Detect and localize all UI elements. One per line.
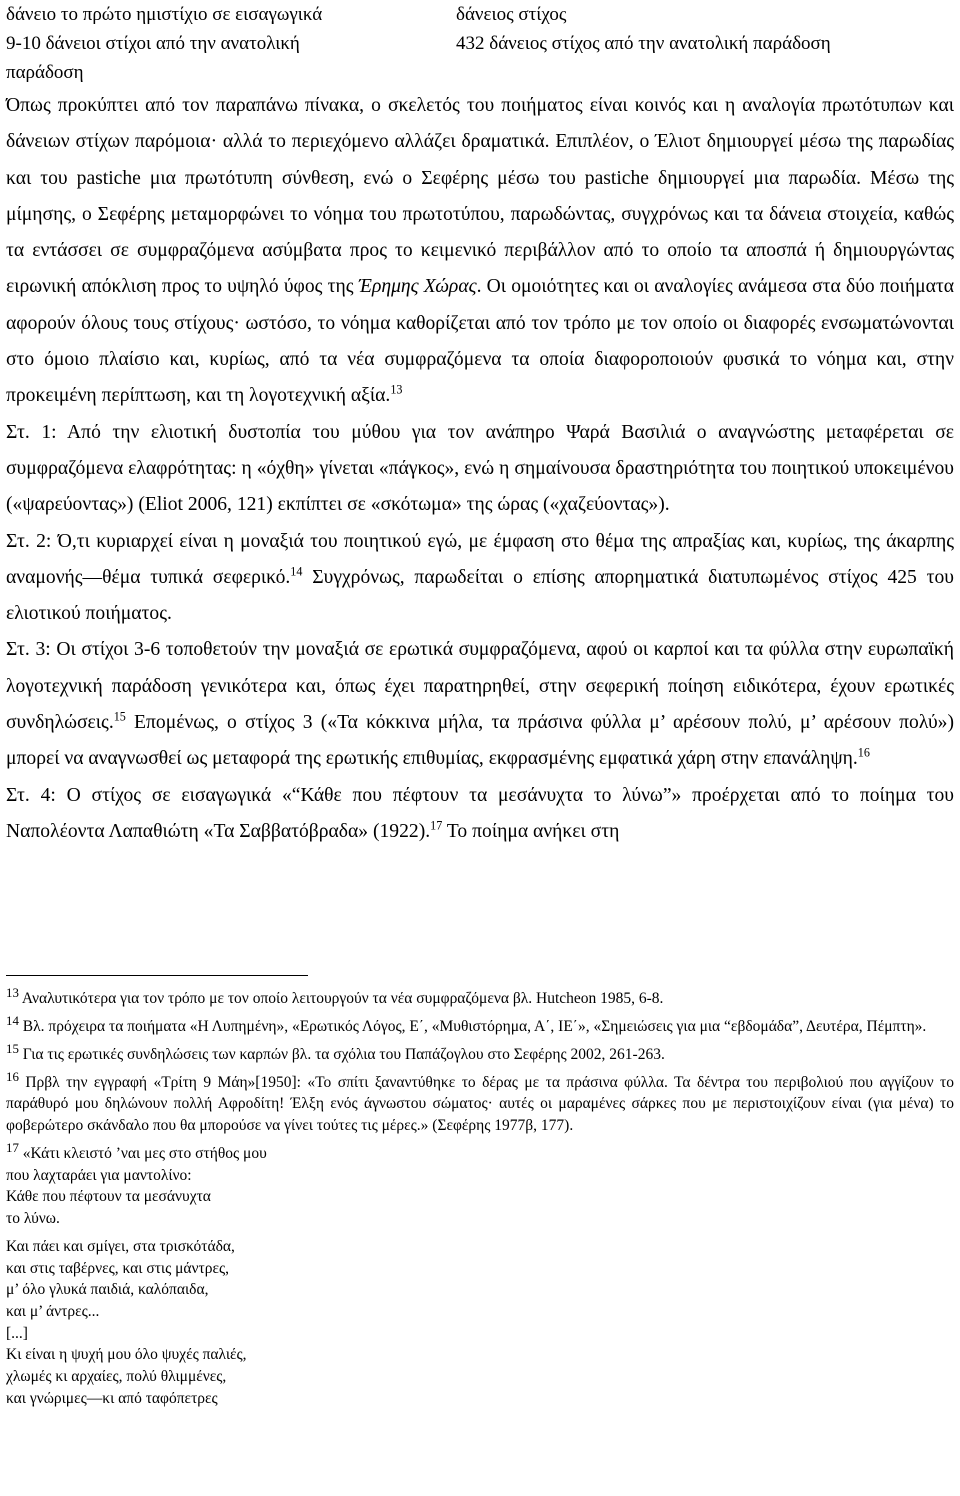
poem-line: $^{17}$ «Κάτι κλειστό ’ναι μες στο στήθος μου <box>6 1139 267 1162</box>
footnote-separator <box>6 975 308 976</box>
poem-line: και στις ταβέρνες, και στις μάντρες, <box>6 1259 230 1277</box>
table-left-line: παράδοση <box>6 62 84 83</box>
poem-line: χλωμές κι αρχαίες, πολύ θλιμμένες, <box>6 1368 227 1386</box>
body-text <box>6 88 954 850</box>
paragraph-intro: Όπως προκύπτει από τον παραπάνω πίνακα, ο σκελετός του ποιήματος είναι κοινός και η αναλογία πρωτότυπων και δάνειων στίχων παρόμοια· αλλά το περιεχόμενο αλλάζει δραματικά. Επιπλέον, ο Έλιοτ δημιουργεί μέσω της παρωδίας και του pastiche μια πρωτότυπη σύνθεση, ενώ ο Σεφέρης μέσω του pastiche δημιουργεί μια παρωδία. Μέσω της μίμησης, ο Σεφέρης μεταμορφώνει το νόημα του πρωτοτύπου, παρωδώντας, συγχρόνως και τα δάνεια στοιχεία, καθώς τα εντάσσει σε συμφραζόμενα ασύμβατα προς το κειμενικό περιβάλλον από το οποίο τα αποσπά ή δημιουργώντας ειρωνική απόκλιση προς το υψηλό ύφος της Έρημης Χώρας. Οι ομοιότητες και οι αναλογίες ανάμεσα στα δύο ποιήματα αφορούν όλους τους στίχους· ωστόσο, το νόημα καθορίζεται από τον τρόπο με τον οποίο οι διαφορές ενσωματώνονται στο όμοιο πλαίσιο και, κυρίως, από τα νέα συμφραζόμενα τα οποία διαφοροποιούν φυσικά το νόημα και, στην προκειμένη περίπτωση, και τη λογοτεχνική αξία.$^{13}$ <box>6 95 954 407</box>
table-right-line: δάνειος στίχος <box>456 4 567 25</box>
table-left-line: 9-10 δάνειοι στίχοι από την ανατολική <box>6 33 300 54</box>
table-right-column <box>456 0 956 58</box>
table-left-column <box>6 0 446 87</box>
table-left-line: δάνειο το πρώτο ημιστίχιο σε εισαγωγικά <box>6 4 323 25</box>
poem-line: Κι είναι η ψυχή μου όλο ψυχές παλιές, <box>6 1346 247 1364</box>
paragraph-stanza-1: Στ. 1: Από την ελιοτική δυστοπία του μύθου για τον ανάπηρο Ψαρά Βασιλιά ο αναγνώστης μεταφέρεται σε συμφραζόμενα ελαφρότητας: η «όχθη» γίνεται «πάγκος», ενώ η σημαίνουσα δραστηριότητα του ποιητικού υποκειμένου («ψαρεύοντας») (Eliot 2006, 121) εκπίπτει σε «σκότωμα» της ώρας («χαζεύοντας»). <box>6 421 954 516</box>
footnote-16: $^{16}$ Πρβλ την εγγραφή «Τρίτη 9 Μάη»[1950]: «Το σπίτι ξαναντύθηκε το δέρας με τα πράσινα φύλλα. Τα δέντρα του περιβολιού που αγγίζουν το παράθυρό μου δηλώνουν πολλή Αφροδίτη! Έλξη ενός άγνωστου σώματος· αυτές οι μαραμένες σάρκες που με περιστοιχίζουν είναι (για μένα) το φοβερώτερο σκάνδαλο που θα μπορούσε να γίνει τούτες τις μέρες.» (Σεφέρης 1977β, 177). <box>6 1068 954 1135</box>
footnote-17-poem <box>6 1137 954 1410</box>
footnote-ref[interactable]: 17 <box>430 818 443 833</box>
paragraph-stanza-2: Στ. 2: Ό,τι κυριαρχεί είναι η μοναξιά του ποιητικού εγώ, με έμφαση στο θέμα της απραξίας και, κυρίως, της άκαρπης αναμονής—θέμα τυπικά σεφερικό.$^{14}$ Συγχρόνως, παρωδείται ο επίσης απορηματικά διατυπωμένος στίχος 425 του ελιοτικού ποιήματος. <box>6 530 954 625</box>
footnote-ref[interactable]: 16 <box>857 745 870 760</box>
poem-line: [...] <box>6 1324 28 1342</box>
poem-line: και μ’ άντρες... <box>6 1302 100 1320</box>
poem-line: μ’ όλο γλυκά παιδιά, καλόπαιδα, <box>6 1281 209 1299</box>
poem-line: που λαχταράει για μαντολίνο: <box>6 1166 192 1184</box>
footnote-15: $^{15}$ Για τις ερωτικές συνδηλώσεις των καρπών βλ. τα σχόλια του Παπάζογλου στο Σεφέρης 2002, 261-263. <box>6 1040 665 1063</box>
table-right-line: 432 δάνειος στίχος από την ανατολική παράδοση <box>456 33 831 54</box>
footnote-ref[interactable]: 13 <box>390 382 403 397</box>
poem-line: το λύνω. <box>6 1210 60 1228</box>
poem-line: Και πάει και σμίγει, στα τρισκότάδα, <box>6 1237 235 1255</box>
poem-line: Κάθε που πέφτουν τα μεσάνυχτα <box>6 1188 211 1206</box>
footnotes <box>6 982 954 1409</box>
italic-title: Έρημης Χώρας <box>358 276 477 298</box>
poem-line: και γνώριμες—κι από ταφόπετρες <box>6 1389 218 1407</box>
footnote-14: $^{14}$ Βλ. πρόχειρα τα ποιήματα «Η Λυπημένη», «Ερωτικός Λόγος, Ε΄, «Μυθιστόρημα, Α΄, ΙΕ΄», «Σημειώσεις για μια “εβδομάδα”, Δευτέρα, Πέμπτη». <box>6 1012 927 1036</box>
paragraph-stanza-3: Στ. 3: Οι στίχοι 3-6 τοποθετούν την μοναξιά σε ερωτικά συμφραζόμενα, αφού οι καρποί και τα φύλλα στην ευρωπαϊκή λογοτεχνική παράδοση γενικότερα και, όπως έχει παρατηρηθεί, στην σεφερική ποίηση ειδικότερα, έχουν ερωτικές συνδηλώσεις.$^{15}$ Επομένως, ο στίχος 3 («Τα κόκκινα μήλα, τα πράσινα φύλλα μ’ αρέσουν πολύ, μ’ αρέσουν πολύ») μπορεί να αναγνωσθεί ως μεταφορά της ερωτικής επιθυμίας, εκφρασμένης εμφατικά χάρη στην επανάληψη.$^{16}$ <box>6 639 954 770</box>
footnote-ref[interactable]: 14 <box>290 564 303 579</box>
paragraph-stanza-4: Στ. 4: Ο στίχος σε εισαγωγικά «“Κάθε που πέφτουν τα μεσάνυχτα το λύνω”» προέρχεται από το ποίημα του Ναπολέοντα Λαπαθιώτη «Τα Σαββατόβραδα» (1922).$^{17}$ Το ποίημα ανήκει στη <box>6 784 954 842</box>
footnote-13: $^{13}$ Αναλυτικότερα για τον τρόπο με τον οποίο λειτουργούν τα νέα συμφραζόμενα βλ. Hutcheon 1985, 6-8. <box>6 985 664 1008</box>
footnote-ref[interactable]: 15 <box>113 709 126 724</box>
